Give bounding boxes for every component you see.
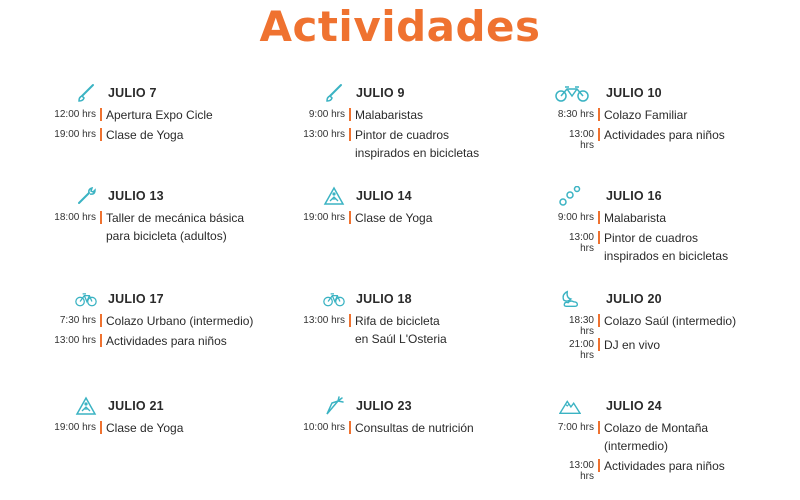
yoga-icon [75, 396, 97, 416]
day-header [555, 188, 795, 206]
event-time: 13:00 hrs [303, 315, 345, 326]
event-time: 13:00 hrs [303, 129, 345, 140]
event-time: 9:00 hrs [557, 212, 594, 223]
day-card [55, 188, 295, 288]
event-time: 7:30 hrs [59, 315, 96, 326]
day-header [555, 85, 795, 103]
day-date: JULIO 14 [356, 189, 412, 203]
event-description: para bicicleta (adultos) [106, 229, 227, 243]
event-description: (intermedio) [604, 439, 669, 453]
time-separator [100, 421, 102, 434]
day-date: JULIO 20 [606, 292, 662, 306]
day-header [55, 291, 295, 309]
day-header [305, 398, 545, 416]
moon-cloud-icon [559, 289, 581, 309]
event-time: 12:00 hrs [54, 109, 96, 120]
day-date: JULIO 7 [108, 86, 157, 100]
day-date: JULIO 16 [606, 189, 662, 203]
time-separator [100, 128, 102, 141]
bike-icon [323, 289, 345, 309]
event-description: Colazo Saúl (intermedio) [604, 314, 737, 328]
time-separator [598, 314, 600, 327]
day-card [305, 398, 545, 498]
day-date: JULIO 23 [356, 399, 412, 413]
mountain-icon [559, 396, 581, 416]
day-date: JULIO 13 [108, 189, 164, 203]
event-description: Pintor de cuadros [355, 128, 450, 142]
day-header [55, 398, 295, 416]
time-separator [598, 108, 600, 121]
time-separator [598, 231, 600, 244]
day-card [555, 398, 795, 498]
event-description: en Saúl L'Osteria [355, 332, 447, 346]
event-description: inspirados en bicicletas [604, 249, 729, 263]
event-description: Malabarista [604, 211, 667, 225]
event-time: 21:00 hrs [568, 339, 594, 361]
day-card [305, 85, 545, 185]
day-date: JULIO 21 [108, 399, 164, 413]
juggling-balls-icon [559, 186, 581, 206]
event-time: 10:00 hrs [303, 422, 345, 433]
event-description: Colazo Familiar [604, 108, 688, 122]
time-separator [349, 108, 351, 121]
day-header [305, 85, 545, 103]
time-separator [349, 211, 351, 224]
day-header [55, 85, 295, 103]
event-time: 18:00 hrs [54, 212, 96, 223]
time-separator [349, 421, 351, 434]
yoga-icon [323, 186, 345, 206]
event-time: 19:00 hrs [54, 422, 96, 433]
event-description: Clase de Yoga [106, 128, 184, 142]
day-header [555, 291, 795, 309]
event-description: Colazo de Montaña [604, 421, 709, 435]
day-card [305, 188, 545, 288]
time-separator [598, 128, 600, 141]
brush-icon [75, 83, 97, 103]
brush-icon [323, 83, 345, 103]
event-description: Clase de Yoga [106, 421, 184, 435]
event-description: Apertura Expo Cicle [106, 108, 213, 122]
event-description: Consultas de nutrición [355, 421, 474, 435]
event-description: Actividades para niños [604, 459, 725, 473]
event-description: Pintor de cuadros [604, 231, 699, 245]
day-date: JULIO 10 [606, 86, 662, 100]
day-card [555, 291, 795, 391]
day-header [305, 188, 545, 206]
time-separator [100, 334, 102, 347]
event-time: 13:00 hrs [568, 460, 594, 482]
event-time: 13:00 hrs [54, 335, 96, 346]
event-description: Actividades para niños [106, 334, 227, 348]
day-card [55, 398, 295, 498]
day-card [55, 291, 295, 391]
time-separator [349, 128, 351, 141]
time-separator [598, 338, 600, 351]
event-description: Taller de mecánica básica [106, 211, 245, 225]
day-header [555, 398, 795, 416]
time-separator [100, 314, 102, 327]
time-separator [100, 211, 102, 224]
wrench-icon [75, 186, 97, 206]
day-card [305, 291, 545, 391]
time-separator [598, 211, 600, 224]
event-time: 19:00 hrs [54, 129, 96, 140]
event-time: 19:00 hrs [303, 212, 345, 223]
day-card [55, 85, 295, 185]
event-time: 13:00 hrs [568, 129, 594, 151]
event-description: Rifa de bicicleta [355, 314, 440, 328]
event-description: inspirados en bicicletas [355, 146, 480, 160]
page-title: Actividades [259, 2, 541, 51]
time-separator [598, 421, 600, 434]
time-separator [100, 108, 102, 121]
event-time: 18:30 hrs [568, 315, 594, 337]
event-description: Colazo Urbano (intermedio) [106, 314, 254, 328]
event-description: Actividades para niños [604, 128, 725, 142]
event-description: Malabaristas [355, 108, 424, 122]
event-time: 9:00 hrs [308, 109, 345, 120]
carrot-icon [323, 396, 345, 416]
time-separator [598, 459, 600, 472]
day-header [55, 188, 295, 206]
day-date: JULIO 18 [356, 292, 412, 306]
event-time: 13:00 hrs [568, 232, 594, 254]
event-time: 8:30 hrs [557, 109, 594, 120]
bike-icon [75, 289, 97, 309]
day-date: JULIO 17 [108, 292, 164, 306]
event-description: Clase de Yoga [355, 211, 433, 225]
day-date: JULIO 24 [606, 399, 662, 413]
day-header [305, 291, 545, 309]
day-date: JULIO 9 [356, 86, 405, 100]
day-card [555, 188, 795, 288]
event-time: 7:00 hrs [557, 422, 594, 433]
time-separator [349, 314, 351, 327]
tandem-bike-icon [555, 83, 589, 103]
event-description: DJ en vivo [604, 338, 661, 352]
day-card [555, 85, 795, 185]
